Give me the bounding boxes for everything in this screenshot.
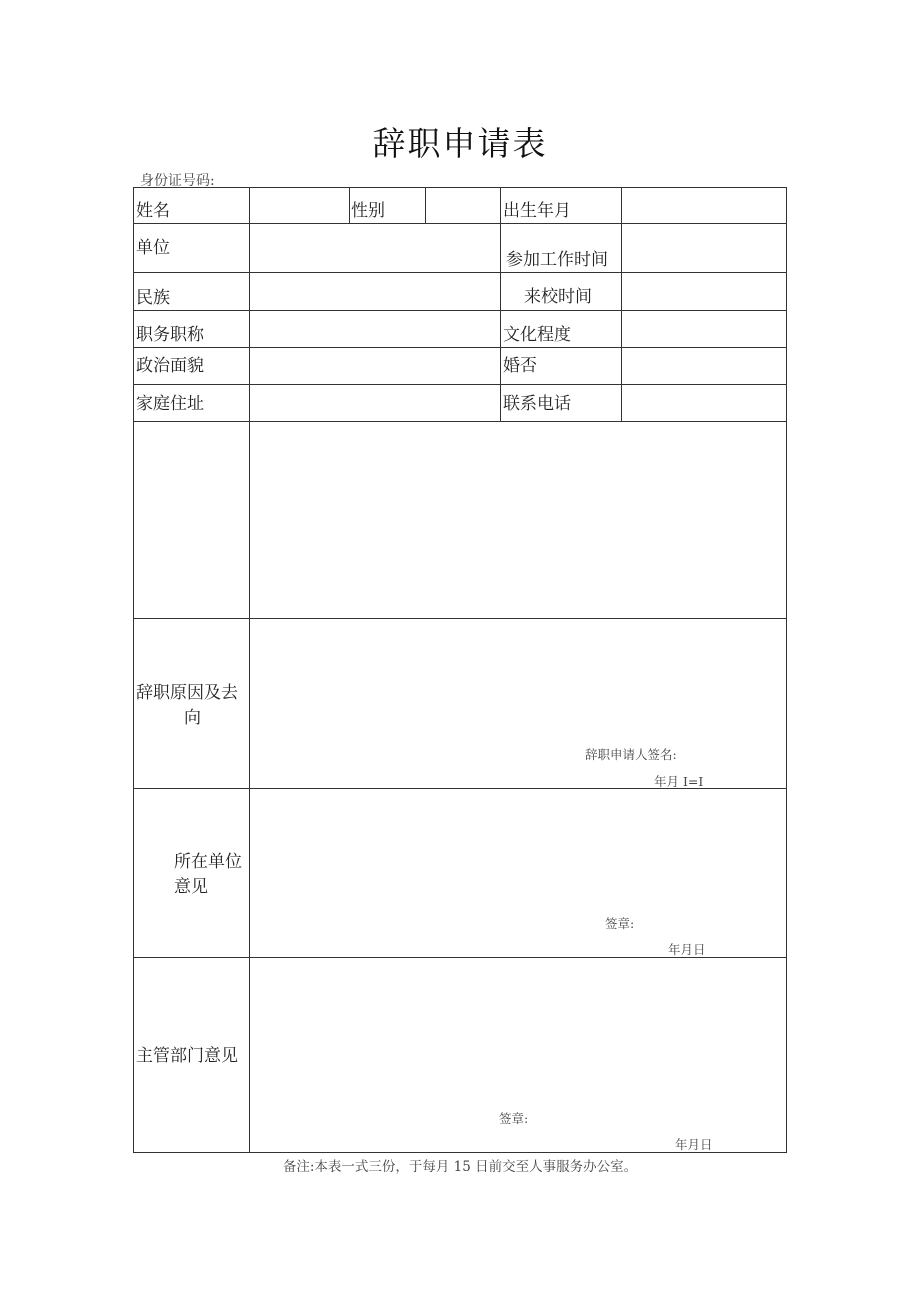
unit-field[interactable]: [250, 224, 500, 272]
address-label: 家庭住址: [136, 394, 204, 414]
birth-field[interactable]: [622, 188, 786, 222]
reason-date-label: 年月 I=I: [654, 774, 704, 789]
marital-field[interactable]: [622, 348, 786, 384]
unit-seal-label: 签章:: [605, 916, 635, 931]
phone-field[interactable]: [622, 385, 786, 421]
name-field[interactable]: [250, 188, 349, 222]
footnote: 备注:本表一式三份，于每月 15 日前交至人事服务办公室。: [282, 1159, 638, 1175]
blank-label-cell: [134, 422, 249, 618]
gender-label: 性别: [351, 201, 385, 221]
column-divider: [349, 188, 350, 223]
school-arrival-label: 来校时间: [524, 287, 592, 307]
column-divider: [500, 188, 501, 421]
marital-label: 婚否: [503, 356, 537, 376]
gender-field[interactable]: [426, 188, 500, 222]
education-field[interactable]: [622, 311, 786, 347]
phone-label: 联系电话: [503, 394, 571, 414]
applicant-signature-label: 辞职申请人签名:: [585, 747, 677, 762]
work-start-label: 参加工作时间: [506, 250, 608, 270]
school-arrival-field[interactable]: [622, 273, 786, 310]
unit-opinion-label-line2: 意见: [174, 877, 208, 897]
birth-label: 出生年月: [503, 201, 571, 221]
blank-content-field[interactable]: [250, 422, 786, 618]
reason-field[interactable]: [250, 619, 786, 788]
ethnicity-label: 民族: [136, 288, 170, 308]
education-label: 文化程度: [503, 325, 571, 345]
dept-seal-label: 签章:: [499, 1111, 529, 1126]
unit-label: 单位: [136, 238, 170, 258]
name-label: 姓名: [136, 201, 170, 221]
id-number-label: 身份证号码:: [140, 173, 215, 189]
address-field[interactable]: [250, 385, 500, 421]
reason-label-line1: 辞职原因及去: [136, 683, 238, 703]
political-label: 政治面貌: [136, 356, 204, 376]
reason-label-line2: 向: [184, 708, 201, 728]
political-field[interactable]: [250, 348, 500, 384]
position-label: 职务职称: [136, 325, 204, 345]
position-field[interactable]: [250, 311, 500, 347]
dept-date-label: 年月日: [675, 1137, 713, 1152]
resignation-form-table: [133, 187, 787, 1153]
page-title: 辞职申请表: [372, 124, 548, 163]
ethnicity-field[interactable]: [250, 273, 500, 310]
unit-opinion-field[interactable]: [250, 789, 786, 957]
dept-opinion-label: 主管部门意见: [136, 1046, 238, 1066]
work-start-field[interactable]: [622, 224, 786, 272]
unit-date-label: 年月日: [668, 942, 706, 957]
unit-opinion-label-line1: 所在单位: [174, 852, 242, 872]
